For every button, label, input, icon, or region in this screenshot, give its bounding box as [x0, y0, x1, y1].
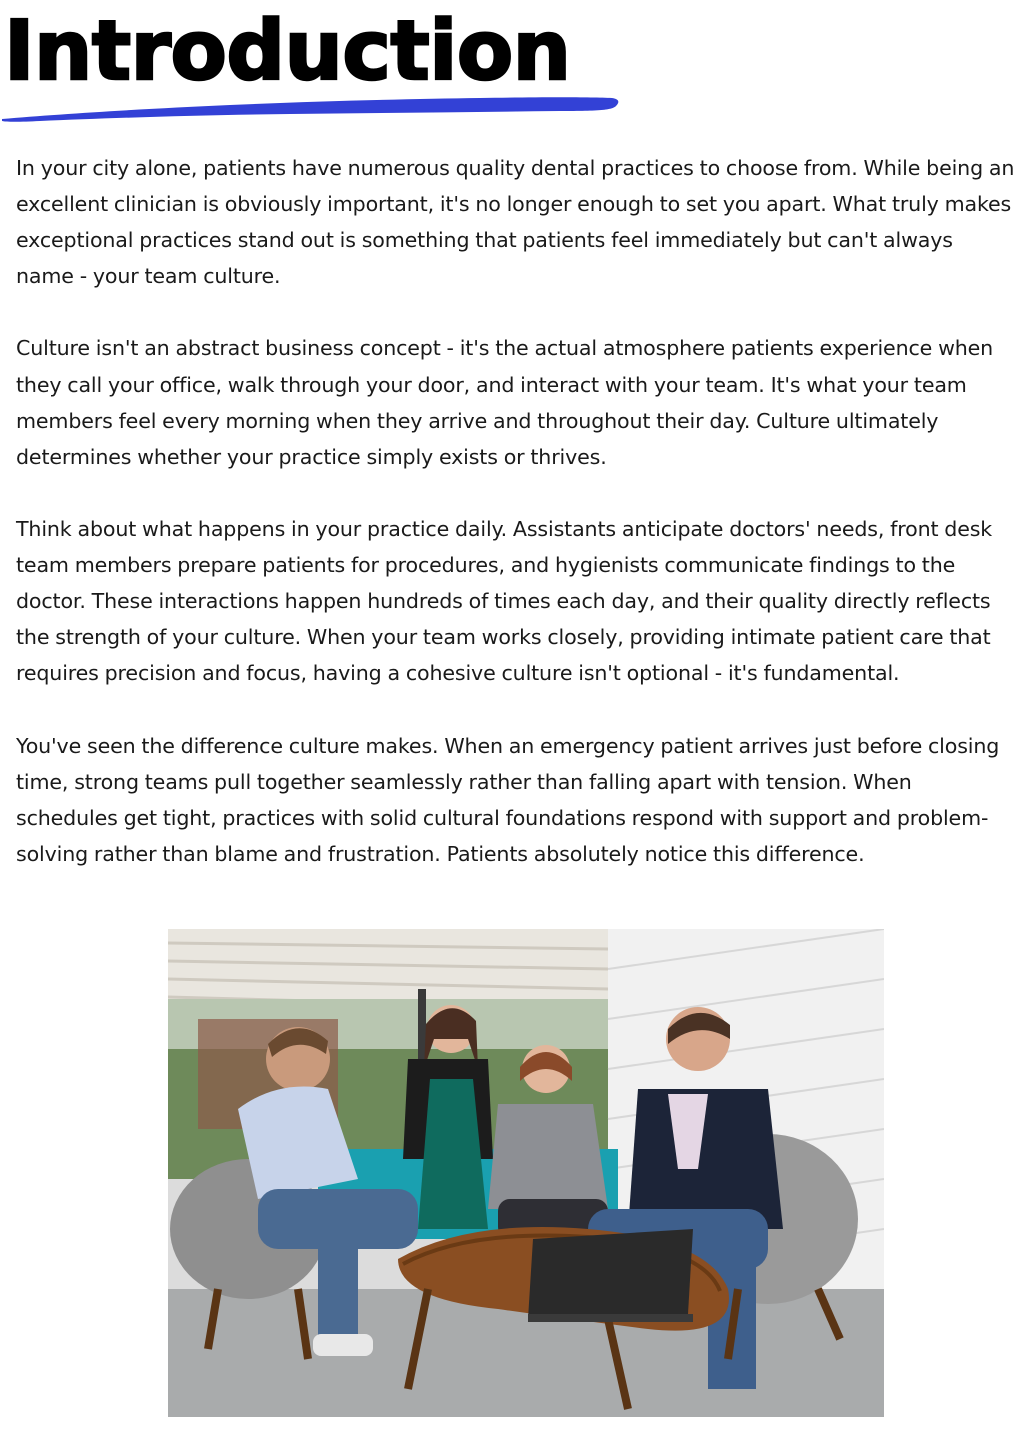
- body-text: [16, 150, 1016, 872]
- paragraph-1: In your city alone, patients have numerous quality dental practices to choose from. While being an excellent clinician is obviously important, it's no longer enough to set you apart. What truly makes exceptional practices stand out is something that patients feel immediately but can't always name - your team culture.: [16, 156, 1015, 289]
- paragraph-2: Culture isn't an abstract business concept - it's the actual atmosphere patients experience when they call your office, walk through your door, and interact with your team. It's what your team members feel every morning when they arrive and throughout their day. Culture ultimately determines whether your practice simply exists or thrives.: [16, 336, 994, 469]
- paragraph-3: Think about what happens in your practice daily. Assistants anticipate doctors' needs, front desk team members prepare patients for procedures, and hygienists communicate findings to the doctor. These interactions happen hundreds of times each day, and their quality directly reflects the strength of your culture. When your team works closely, providing intimate patient care that requires precision and focus, having a cohesive culture isn't optional - it's fundamental.: [16, 516, 993, 686]
- paragraph-4: You've seen the difference culture makes. When an emergency patient arrives just before closing time, strong teams pull together seamlessly rather than falling apart with tension. When schedules get tight, practices with solid cultural foundations respond with support and problem-solving rather than blame and frustration. Patients absolutely notice this difference.: [16, 733, 1000, 866]
- title-underline-brushstroke: [0, 92, 625, 126]
- page-title: Introduction: [4, 4, 571, 99]
- team-meeting-photo: [168, 929, 884, 1417]
